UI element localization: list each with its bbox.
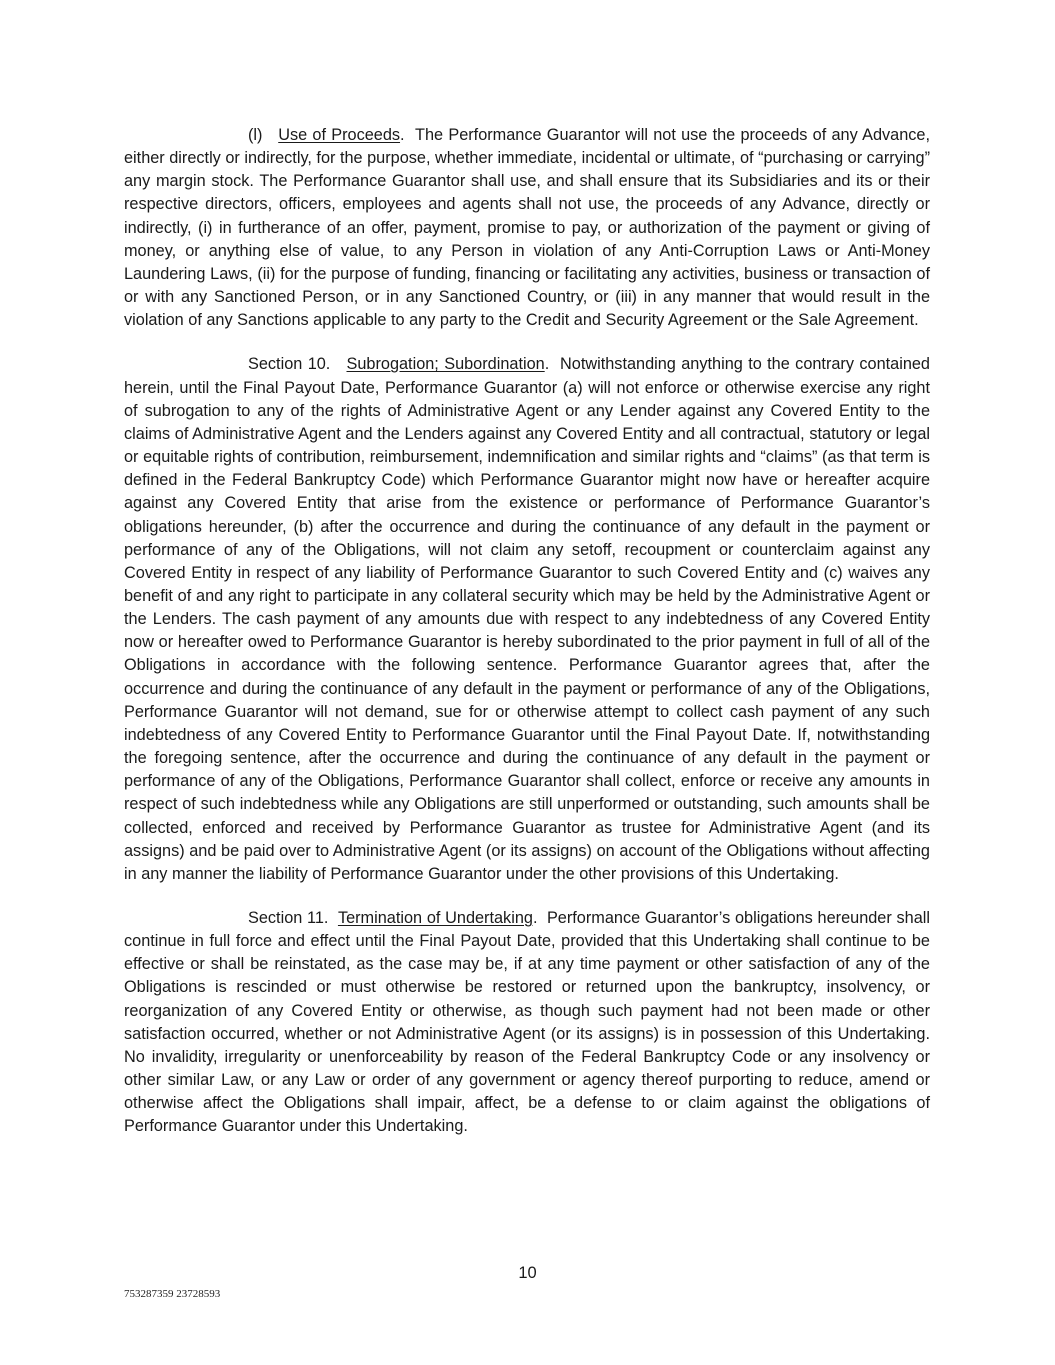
section-10-subrogation: Section 10. Subrogation; Subordination. Notwithstanding anything to the contrary contained herein, until the Final Payout Date, Performance Guarantor (a) will not enforce or otherwise exercise any right of subrogation to any of the rights of Administrative Agent or any Lender against any Covered Entity to the claims of Administrative Agent and the Lenders against any Covered Entity and all contractual, statutory or legal or equitable rights of contribution, reimbursement, indemnification and similar rights and “claims” (as that term is defined in the Federal Bankruptcy Code) which Performance Guarantor might now have or hereafter acquire against any Covered Entity that arise from the existence or performance of Performance Guarantor’s obligations hereunder, (b) after the occurrence and during the continuance of any default in the payment or performance of any of the Obligations, will not claim any setoff, recoupment or counterclaim against any Covered Entity in respect of any liability of Performance Guarantor to such Covered Entity and (c) waives any benefit of and any right to participate in any collateral security which may be held by the Administrative Agent or the Lenders. The cash payment of any amounts due with respect to any indebtedness of any Covered Entity now or hereafter owed to Performance Guarantor is hereby subordinated to the prior payment in full of all of the Obligations in accordance with the following sentence. Performance Guarantor agrees that, after the occurrence and during the continuance of any default in the payment or performance of any of the Obligations, Performance Guarantor will not demand, sue for or otherwise attempt to collect cash payment of any such indebtedness of any Covered Entity to Performance Guarantor until the Final Payout Date. If, notwithstanding the foregoing sentence, after the occurrence and during the continuance of any default in the payment or performance of any of the Obligations, Performance Guarantor shall collect, enforce or receive any amounts in respect of such indebtedness while any Obligations are still unperformed or outstanding, such amounts shall be collected, enforced and received by Performance Guarantor as trustee for Administrative Agent (and its assigns) and be paid over to Administrative Agent (or its assigns) on account of the Obligations without affecting in any manner the liability of Performance Guarantor under the other provisions of this Undertaking. xyxy=(124,355,930,883)
section-label: Section 10. xyxy=(248,355,331,374)
paragraph-use-of-proceeds: (l) Use of Proceeds. The Performance Guarantor will not use the proceeds of any Advance, either directly or indirectly, for the purpose, whether immediate, incidental or ultimate, of “purchasing or carrying” any margin stock. The Performance Guarantor shall use, and shall ensure that its Subsidiaries and its or their respective directors, officers, employees and agents shall not use, the proceeds of any Advance, directly or indirectly, (i) in furtherance of an offer, payment, promise to pay, or authorization of the payment or giving of money, or anything else of value, to any Person in violation of any Anti-Corruption Laws or Anti-Money Laundering Laws, (ii) for the purpose of funding, financing or facilitating any activities, business or transaction of or with any Sanctioned Person, or in any Sanctioned Country, or (iii) in any manner that would result in the violation of any Sanctions applicable to any party to the Credit and Security Agreement or the Sale Agreement. xyxy=(124,126,930,330)
document-body xyxy=(124,124,930,1160)
section-label: Section 11. xyxy=(248,909,329,927)
document-id: 753287359 23728593 xyxy=(124,1288,221,1300)
section-text: Performance Guarantor’s obligations hereunder shall continue in full force and effect until the Final Payout Date, provided that this Undertaking shall continue to be effective or shall be reinstated, as the case may be, if at any time payment or other satisfaction of any of the Obligations is rescinded or must otherwise be restored or returned upon the bankruptcy, insolvency, or reorganization of any Covered Entity or otherwise, as though such payment had not been made or other satisfaction occurred, whether or not Administrative Agent (or its assigns) is in possession of this Undertaking. No invalidity, irregularity or unenforceability by reason of the Federal Bankruptcy Code or any insolvency or other similar Law, or any Law or order of any government or agency thereof purporting to reduce, amend or otherwise affect the Obligations shall impair, affect, be a defense to or claim against the obligations of Performance Guarantor under this Undertaking. xyxy=(124,909,930,1136)
section-11-termination: Section 11. Termination of Undertaking. Performance Guarantor’s obligations hereunder shall continue in full force and effect until the Final Payout Date, provided that this Undertaking shall continue to be effective or shall be reinstated, as the case may be, if at any time payment or other satisfaction of any of the Obligations is rescinded or must otherwise be restored or returned upon the bankruptcy, insolvency, or reorganization of any Covered Entity or otherwise, as though such payment had not been made or other satisfaction occurred, whether or not Administrative Agent (or its assigns) is in possession of this Undertaking. No invalidity, irregularity or unenforceability by reason of the Federal Bankruptcy Code or any insolvency or other similar Law, or any Law or order of any government or agency thereof purporting to reduce, amend or otherwise affect the Obligations shall impair, affect, be a defense to or claim against the obligations of Performance Guarantor under this Undertaking. xyxy=(124,909,930,1136)
section-heading: Subrogation; Subordination xyxy=(346,355,545,374)
paragraph-label: (l) xyxy=(248,126,263,144)
paragraph-text: The Performance Guarantor will not use the proceeds of any Advance, either directly or indirectly, for the purpose, whether immediate, incidental or ultimate, of “purchasing or carrying” any margin stock. The Performance Guarantor shall use, and shall ensure that its Subsidiaries and its or their respective directors, officers, employees and agents shall not use, the proceeds of any Advance, directly or indirectly, (i) in furtherance of an offer, payment, promise to pay, or authorization of the payment or giving of money, or anything else of value, to any Person in violation of any Anti-Corruption Laws or Anti-Money Laundering Laws, (ii) for the purpose of funding, financing or facilitating any activities, business or transaction of or with any Sanctioned Person, or in any Sanctioned Country, or (iii) in any manner that would result in the violation of any Sanctions applicable to any party to the Credit and Security Agreement or the Sale Agreement. xyxy=(124,126,930,330)
page-number: 10 xyxy=(518,1264,537,1282)
section-heading: Termination of Undertaking xyxy=(337,909,533,927)
section-text: Notwithstanding anything to the contrary contained herein, until the Final Payout Date, Performance Guarantor (a) will not enforce or otherwise exercise any right of subrogation to any of the rights of Administrative Agent or any Lender against any Covered Entity to the claims of Administrative Agent and the Lenders against any Covered Entity and all contractual, statutory or legal or equitable rights of contribution, reimbursement, indemnification and similar rights and “claims” (as that term is defined in the Federal Bankruptcy Code) which Performance Guarantor might now have or hereafter acquire against any Covered Entity that arise from the existence or performance of Performance Guarantor’s obligations hereunder, (b) after the occurrence and during the continuance of any default in the payment or performance of any of the Obligations, will not claim any setoff, recoupment or counterclaim against any Covered Entity in respect of any liability of Performance Guarantor to such Covered Entity and (c) waives any benefit of and any right to participate in any collateral security which may be held by the Administrative Agent or the Lenders. The cash payment of any amounts due with respect to any indebtedness of any Covered Entity now or hereafter owed to Performance Guarantor is hereby subordinated to the prior payment in full of all of the Obligations in accordance with the following sentence. Performance Guarantor agrees that, after the occurrence and during the continuance of any default in the payment or performance of any of the Obligations, Performance Guarantor will not demand, sue for or otherwise attempt to collect cash payment of any such indebtedness of any Covered Entity to Performance Guarantor until the Final Payout Date. If, notwithstanding the foregoing sentence, after the occurrence and during the continuance of any default in the payment or performance of any of the Obligations, Performance Guarantor shall collect, enforce or receive any amounts in respect of such indebtedness while any Obligations are still unperformed or outstanding, such amounts shall be collected, enforced and received by Performance Guarantor as trustee for Administrative Agent (and its assigns) and be paid over to Administrative Agent (or its assigns) on account of the Obligations without affecting in any manner the liability of Performance Guarantor under the other provisions of this Undertaking. xyxy=(124,355,930,883)
paragraph-heading: Use of Proceeds xyxy=(278,126,401,144)
